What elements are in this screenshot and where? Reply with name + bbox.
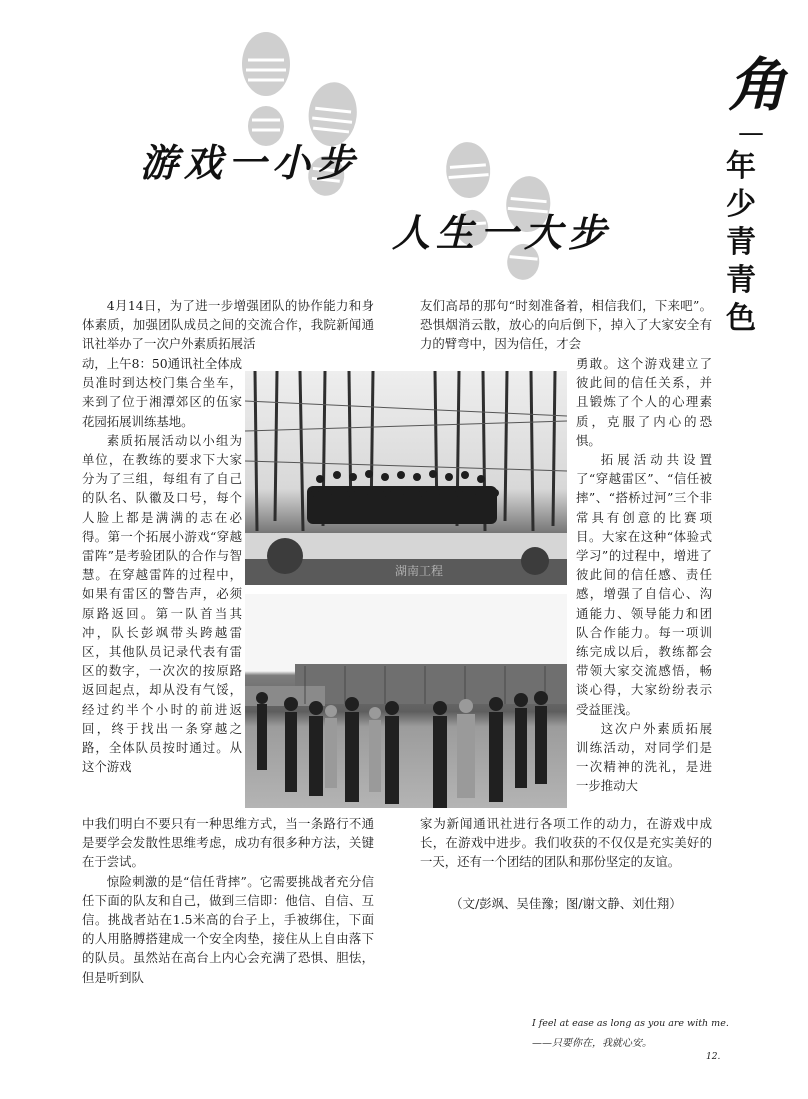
photo-watermark: 湖南工程	[395, 564, 444, 578]
title-line-2: 人生一大步	[392, 211, 613, 255]
article-left-top	[82, 296, 374, 354]
paragraph: 素质拓展活动以小组为单位，在教练的要求下大家分为了三组，每组有了自己的队名、队徽及口号，每个人脸上都是满满的志在必得。第一个拓展小游戏“穿越雷阵”是考验团队的合作与智慧。在穿越雷阵的过程中，如果有雷区的警告声，必须原路返回。第一队首当其冲，队长彭飒带头跨越雷区，其他队员记录代表有雷区的数字，一次次的按原路返回起点，却从没有气馁，经过约半个小时的前进返回，终于找出一条穿越之路，全体队员按时通过。从这个游戏	[82, 432, 242, 775]
column-dash: —	[738, 118, 764, 148]
paragraph: 勇敢。这个游戏建立了彼此间的信任关系，并且锻炼了个人的心理素质，克服了内心的恐惧。	[576, 356, 712, 448]
title-line-1: 游戏一小步	[140, 141, 361, 185]
paragraph: 中我们明白不要只有一种思维方式，当一条路行不通是要学会发散性思维考虑，成功有很多种方法，关键在于尝试。	[82, 816, 374, 870]
paragraph: 友们高昂的那句“时刻准备着，相信我们，下来吧”。恐惧烟消云散，放心的向后倒下，掉入了大家安全有力的臂弯中，因为信任，才会	[420, 298, 712, 352]
paragraph: 家为新闻通讯社进行各项工作的动力，在游戏中成长，在游戏中进步。我们收获的不仅仅是充实美好的一天，还有一个团结的团队和那份坚定的友谊。	[420, 816, 712, 870]
column-glyph: 角	[728, 51, 787, 119]
team-circle-illustration	[245, 594, 567, 808]
article-credit: （文/彭飒、吴佳豫；图/谢文静、刘仕翔）	[450, 896, 682, 911]
article-right-narrow	[576, 354, 712, 796]
paragraph: 这次户外素质拓展训练活动，对同学们是一次精神的洗礼，是进一步推动大	[576, 720, 712, 794]
group-photo	[245, 371, 567, 585]
group-photo-illustration	[245, 371, 567, 585]
paragraph: 拓展活动共设置了“穿越雷区”、“信任被摔”、“搭桥过河”三个非常具有创意的比赛项目。大家在这种“体验式学习”的过程中，增进了彼此间的信任感、责任感，增强了自信心、沟通能力、领导能力和团队合作能力。每一项训练完成以后，教练都会带领大家交流感悟，畅谈心得，大家纷纷表示受益匪浅。	[576, 452, 712, 717]
article-right-bottom	[420, 814, 712, 872]
article-right-top	[420, 296, 712, 354]
column-title-vertical: 年少青青色	[726, 149, 756, 336]
paragraph: 4月14日，为了进一步增强团队的协作能力和身体素质，加强团队成员之间的交流合作，我院新闻通讯社举办了一次户外素质拓展活	[82, 298, 374, 352]
article-left-narrow	[82, 354, 242, 776]
team-circle-photo	[245, 594, 567, 808]
paragraph: 动，上午8：50通讯社全体成员准时到达校门集合坐车，来到了位于湘潭郊区的伍家花园拓展训练基地。	[82, 356, 242, 429]
paragraph: 惊险刺激的是“信任背摔”。它需要挑战者充分信任下面的队友和自己，做到三信即：他信、自信、互信。挑战者站在1.5米高的台子上，手被绑住，下面的人用胳膊搭建成一个安全肉垫，接住从上自由落下的队员。虽然站在高台上内心会充满了恐惧、胆怯，但是听到队	[82, 873, 374, 985]
article-left-bottom	[82, 814, 374, 987]
page-number: 12.	[706, 1052, 721, 1062]
motto-english: I feel at ease as long as you are with me.	[532, 1018, 729, 1029]
motto-chinese: ——只要你在，我就心安。	[532, 1038, 652, 1049]
